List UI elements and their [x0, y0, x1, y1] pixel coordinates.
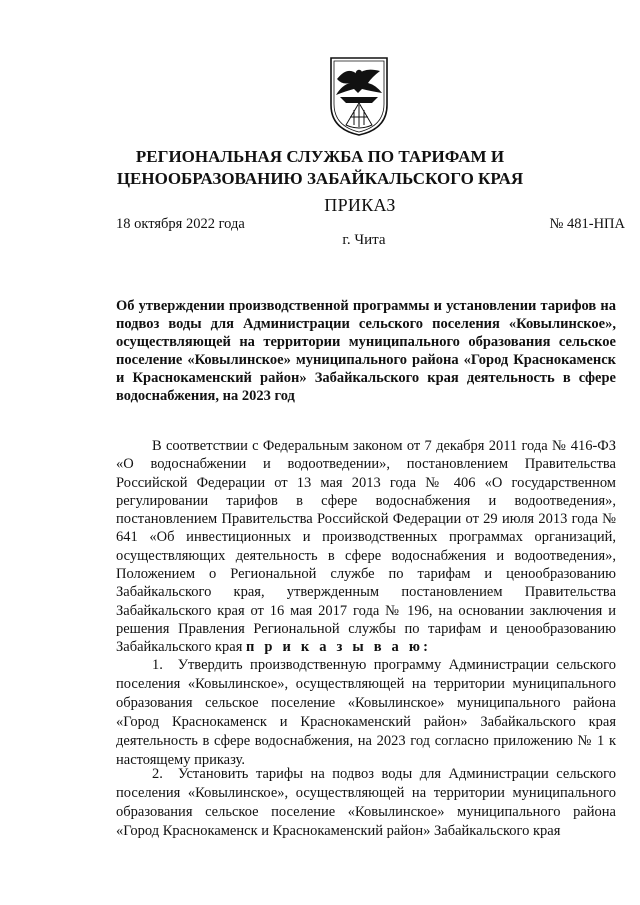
preamble-text: В соответствии с Федеральным законом от 7 декабря 2011 года № 416-ФЗ «О водоснабжении и водоотведении», постановлением Правительства Российской Федерации от 13 мая 2013 года № 406 «О государственном регулировании тарифов в сфере водоснабжения и водоотведения», постановлением Правительства Российской Федерации от 29 июля 2013 года № 641 «Об инвестиционных и производственных программах организаций, осуществляющих деятельность в сфере водоснабжения и водоотведения», Положением о Региональной службе по тарифам и ценообразованию Забайкальского края, утвержденным постановлением Правительства Забайкальского края от 16 мая 2017 года № 196, на основании заключения и решения Правления Региональной службы по тарифам и ценообразованию Забайкальского края — [116, 438, 616, 656]
decree-word: п р и к а з ы в а ю: — [246, 639, 432, 656]
agency-name-line-1: РЕГИОНАЛЬНАЯ СЛУЖБА ПО ТАРИФАМ И — [135, 147, 505, 166]
order-item-2 — [116, 765, 616, 841]
item-text: Установить тарифы на подвоз воды для Администрации сельского поселения «Ковылинское», осуществляющей на территории муниципального образования сельское поселение «Ковылинское» муниципального района «Город Краснокаменск и Краснокаменский район» Забайкальского края — [116, 766, 617, 839]
item-text: Утвердить производственную программу Администрации сельского поселения «Ковылинское», осуществляющей на территории муниципального образования сельское поселение «Ковылинское» муниципального района «Город Краснокаменск и Краснокаменский район» Забайкальского края деятельность в сфере водоснабжения, на 2023 год согласно приложению № 1 к настоящему приказу. — [116, 657, 617, 768]
item-number: 1. — [152, 657, 163, 673]
order-item-1 — [116, 656, 616, 770]
coat-of-arms-icon — [328, 55, 390, 137]
order-number: № 481-НПА — [549, 216, 625, 232]
agency-name-line-2: ЦЕНООБРАЗОВАНИЮ ЗАБАЙКАЛЬСКОГО КРАЯ — [116, 169, 524, 188]
order-date: 18 октября 2022 года — [116, 216, 245, 232]
preamble-paragraph — [116, 437, 616, 657]
order-subject-heading: Об утверждении производственной программы и установлении тарифов на подвоз воды для Администрации сельского поселения «Ковылинское», осуществляющей на территории муниципального образования сельское поселение «Ковылинское» муниципального района «Город Краснокаменск и Краснокаменский район» Забайкальского края деятельность в сфере водоснабжения, на 2023 год — [116, 298, 616, 404]
document-type-title: ПРИКАЗ — [324, 195, 396, 215]
city-name: г. Чита — [342, 232, 386, 248]
item-number: 2. — [152, 766, 163, 782]
